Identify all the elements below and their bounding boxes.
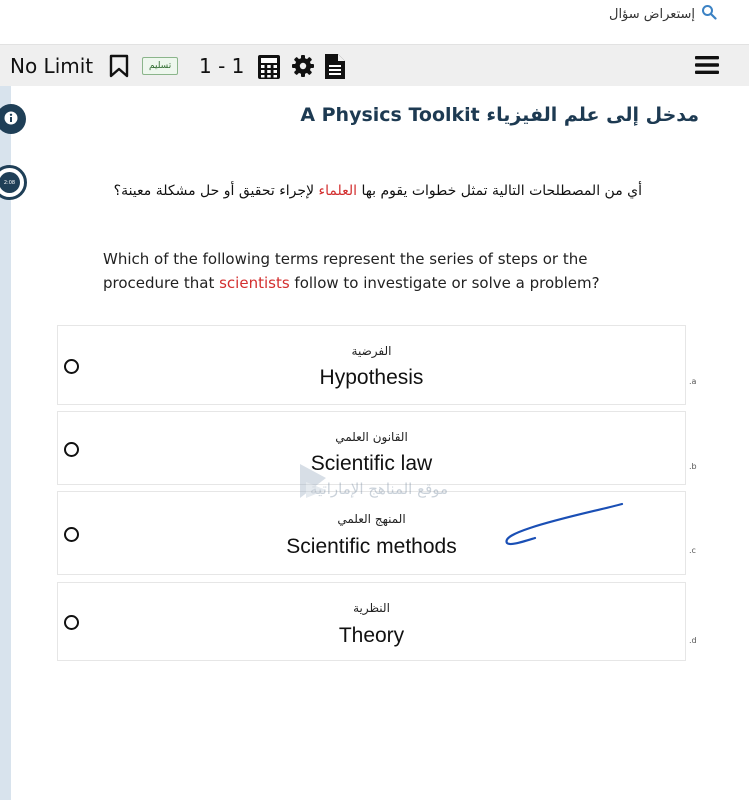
calculator-icon[interactable] [257, 54, 281, 84]
question-en-before: Which of the following terms represent the series of steps or the procedure that [103, 250, 588, 292]
answer-option-d[interactable] [57, 582, 686, 661]
pen-scribble [500, 498, 630, 548]
option-english-label: Scientific methods [286, 535, 457, 558]
question-ar-before: أي من المصطلحات التالية تمثل خطوات يقوم بها [357, 183, 642, 199]
timer-label: 2:08 [0, 172, 20, 193]
time-limit-label: No Limit [10, 54, 94, 78]
question-text-english [103, 247, 643, 295]
question-text-arabic [114, 183, 642, 199]
toolbar [0, 44, 749, 86]
question-counter: 1 - 1 [199, 54, 245, 78]
option-letter: .b [689, 462, 697, 471]
question-en-highlight: scientists [219, 274, 290, 292]
watermark [298, 460, 449, 530]
gear-icon[interactable] [291, 54, 315, 82]
info-button[interactable] [0, 104, 26, 134]
question-ar-after: لإجراء تحقيق أو حل مشكلة معينة؟ [113, 183, 319, 199]
search-icon [701, 4, 717, 24]
option-letter: .a [689, 377, 697, 386]
info-icon [4, 110, 18, 129]
question-ar-highlight: العلماء [318, 183, 357, 199]
option-letter: .d [689, 636, 697, 645]
option-arabic-label: المنهج العلمي [337, 512, 406, 526]
option-arabic-label: القانون العلمي [335, 430, 408, 444]
answer-option-a[interactable] [57, 325, 686, 405]
timer-indicator [0, 165, 27, 200]
watermark-text: موقع المناهج الإماراتية [310, 480, 449, 498]
question-review-label: إستعراض سؤال [609, 6, 695, 22]
option-arabic-label: النظرية [353, 601, 390, 615]
option-english-label: Theory [338, 624, 405, 647]
page-title: مدخل إلى علم الفيزياء A Physics Toolkit [300, 104, 699, 126]
question-review-link[interactable] [609, 4, 717, 24]
document-icon[interactable] [324, 53, 346, 84]
bookmark-icon[interactable] [108, 54, 130, 82]
option-english-label: Scientific law [310, 452, 433, 475]
option-letter: .c [689, 546, 696, 555]
option-english-label: Hypothesis [319, 366, 424, 389]
menu-icon[interactable] [695, 55, 719, 79]
option-arabic-label: الفرضية [351, 344, 392, 358]
submit-button[interactable]: تسليم [142, 57, 178, 75]
question-en-after: follow to investigate or solve a problem? [289, 274, 600, 292]
